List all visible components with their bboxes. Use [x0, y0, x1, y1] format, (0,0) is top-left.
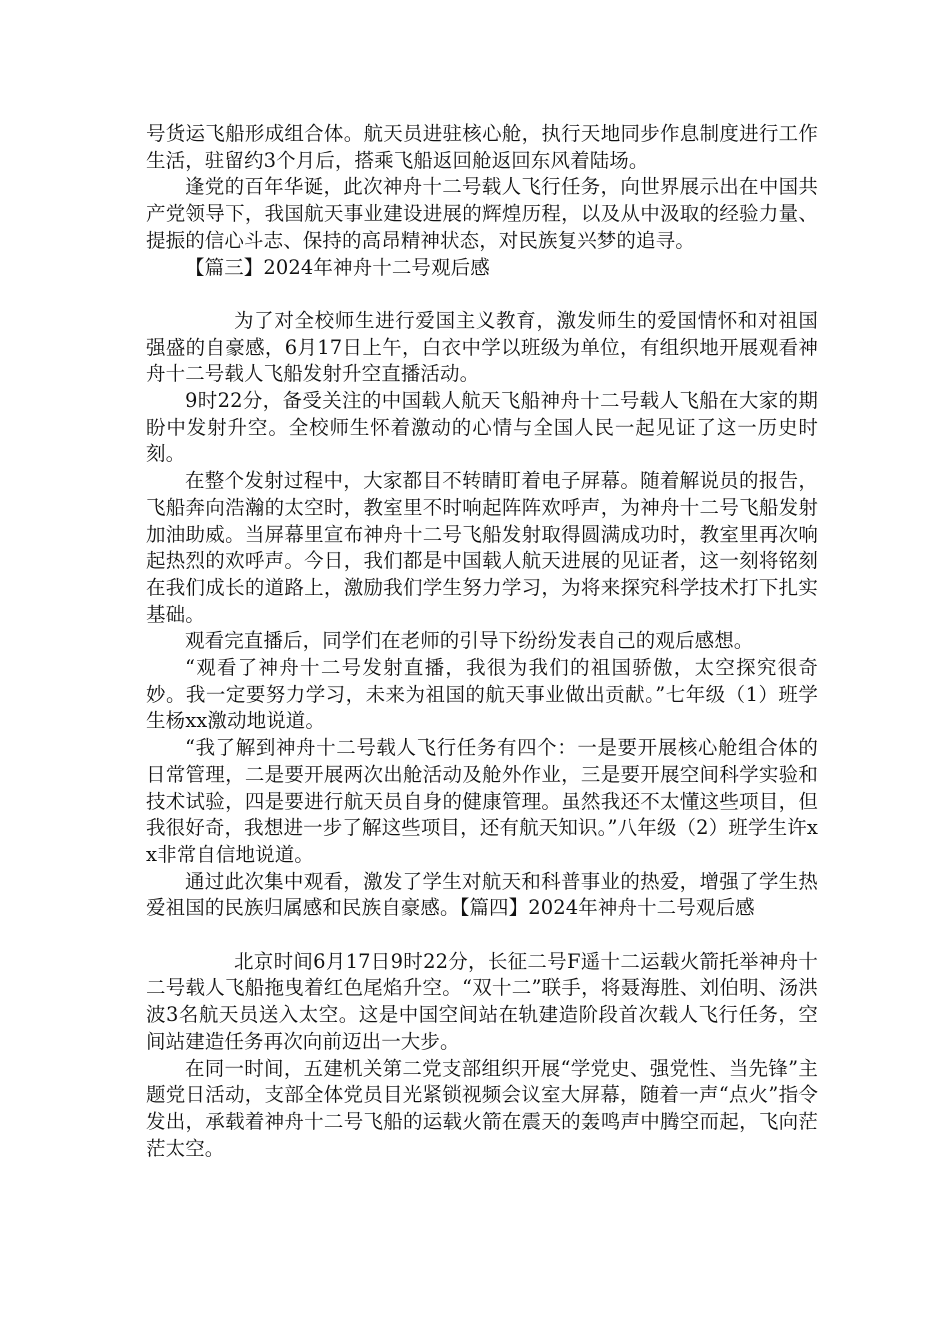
paragraph-school-activity: 为了对全校师生进行爱国主义教育，激发师生的爱国情怀和对祖国强盛的自豪感，6月17日上午，白衣中学以班级为单位，有组织地开展观看神舟十二号载人飞船发射升空直播活动。 [146, 308, 818, 386]
paragraph-quote-grade-eight: “我了解到神舟十二号载人飞行任务有四个：一是要开展核心舱组合体的日常管理，二是要开展两次出舱活动及舱外作业，三是要开展空间科学实验和技术试验，四是要进行航天员自身的健康管理。虽然我还不太懂这些项目，但我很好奇，我想进一步了解这些项目，还有航天知识。”八年级（2）班学生许xx非常自信地说道。 [146, 736, 818, 866]
paragraph-continuation: 号货运飞船形成组合体。航天员进驻核心舱，执行天地同步作息制度进行工作生活，驻留约3个月后，搭乘飞船返回舱返回东风着陆场。 [146, 122, 818, 172]
paragraph-conclusion-part-four: 通过此次集中观看，激发了学生对航天和科普事业的热爱，增强了学生热爱祖国的民族归属感和民族自豪感。【篇四】2024年神舟十二号观后感 [146, 869, 818, 920]
document-body [146, 121, 818, 1162]
section-heading-part-three: 【篇三】2024年神舟十二号观后感 [185, 255, 490, 279]
paragraph-quote-grade-seven: “观看了神舟十二号发射直播，我很为我们的祖国骄傲，太空探究很奇妙。我一定要努力学习，未来为祖国的航天事业做出贡献。”七年级（1）班学生杨xx激动地说道。 [146, 656, 818, 733]
paragraph-beijing-time: 北京时间6月17日9时22分，长征二号F遥十二运载火箭托举神舟十二号载人飞船拖曳着红色尾焰升空。“双十二”联手，将聂海胜、刘伯明、汤洪波3名航天员送入太空。这是中国空间站在轨建造阶段首次载人飞行任务，空间站建造任务再次向前迈出一大步。 [146, 949, 818, 1053]
paragraph-party-branch: 在同一时间，五建机关第二党支部组织开展“学党史、强党性、当先锋”主题党日活动，支部全体党员目光紧锁视频会议室大屏幕，随着一声“点火”指令发出，承载着神舟十二号飞船的运载火箭在震天的轰鸣声中腾空而起，飞向茫茫太空。 [146, 1056, 818, 1160]
paragraph-party-centenary: 逢党的百年华诞，此次神舟十二号载人飞行任务，向世界展示出在中国共产党领导下，我国航天事业建设进展的辉煌历程，以及从中汲取的经验力量、提振的信心斗志、保持的高昂精神状态，对民族复兴梦的追寻。 [146, 175, 818, 252]
blank-line [146, 281, 818, 308]
paragraph-after-broadcast: 观看完直播后，同学们在老师的引导下纷纷发表自己的观后感想。 [185, 629, 754, 653]
paragraph-launch-process: 在整个发射过程中，大家都目不转睛盯着电子屏幕。随着解说员的报告，飞船奔向浩瀚的太空时，教室里不时响起阵阵欢呼声，为神舟十二号飞船发射加油助威。当屏幕里宣布神舟十二号飞船发射取得圆满成功时，教室里再次响起热烈的欢呼声。今日，我们都是中国载人航天进展的见证者，这一刻将铭刻在我们成长的道路上，激励我们学生努力学习，为将来探究科学技术打下扎实基础。 [146, 469, 818, 626]
paragraph-launch-time: 9时22分，备受关注的中国载人航天飞船神舟十二号载人飞船在大家的期盼中发射升空。全校师生怀着激动的心情与全国人民一起见证了这一历史时刻。 [146, 389, 818, 466]
blank-line [146, 922, 818, 949]
